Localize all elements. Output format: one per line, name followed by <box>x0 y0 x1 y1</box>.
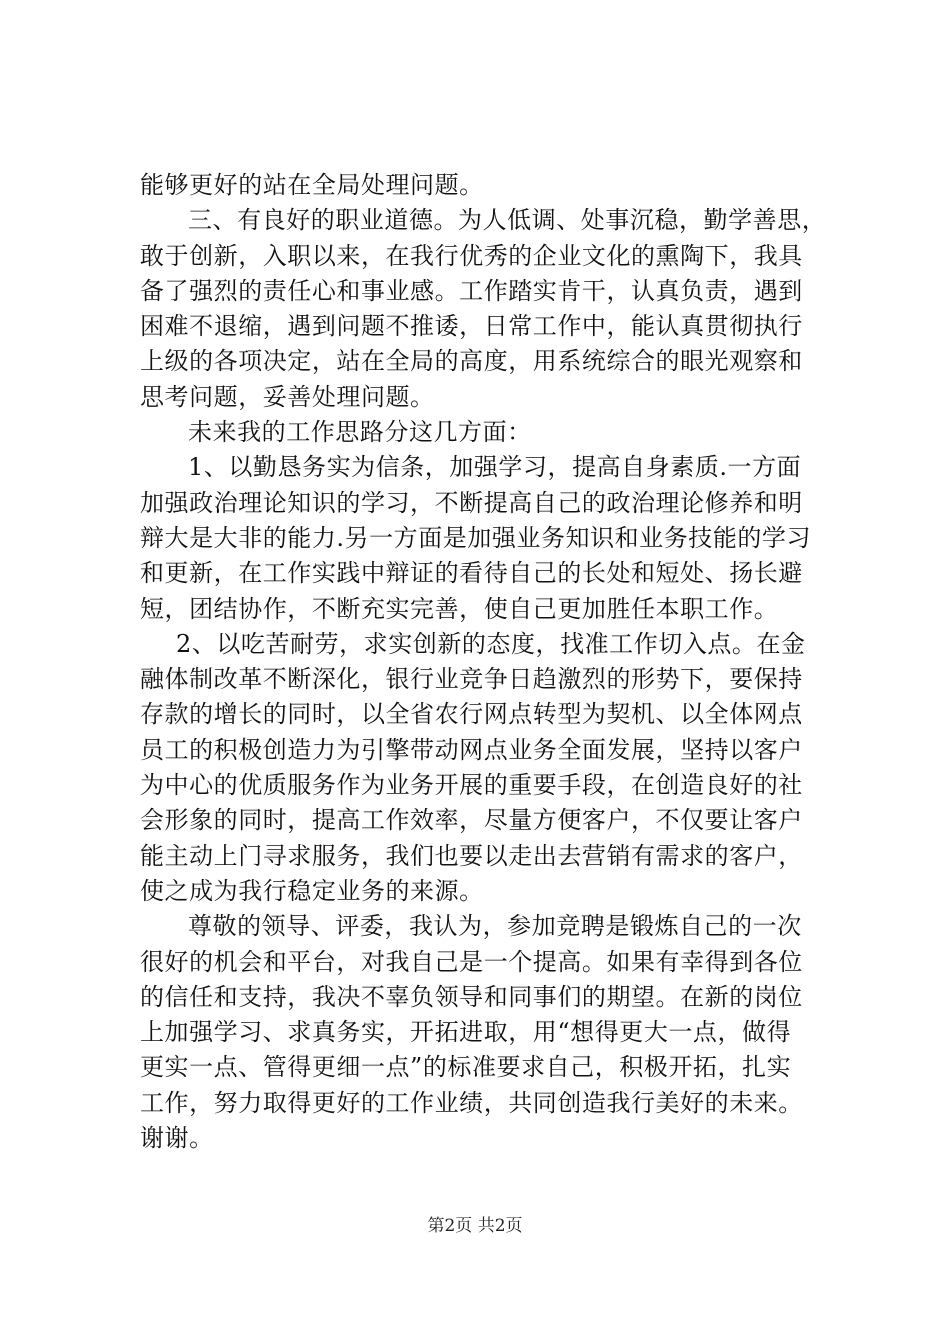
text-line: 三、有良好的职业道德。为人低调、处事沉稳，勤学善思， <box>188 206 827 235</box>
text-line: 短，团结协作，不断充实完善，使自己更加胜任本职工作。 <box>140 594 779 623</box>
page-number-label: 第2页 共2页 <box>427 1216 523 1236</box>
document-body <box>140 168 840 1156</box>
text-line: 更实一点、管得更细一点”的标准要求自己，积极开拓，扎实 <box>140 1053 792 1082</box>
text-line: 的信任和支持，我决不辜负领导和同事们的期望。在新的岗位 <box>140 982 803 1011</box>
text-line: 能主动上门寻求服务，我们也要以走出去营销有需求的客户， <box>140 841 803 870</box>
text-line: 辩大是大非的能力.另一方面是加强业务知识和业务技能的学习 <box>140 523 812 552</box>
text-line: 很好的机会和平台，对我自己是一个提高。如果有幸得到各位 <box>140 947 803 976</box>
text-line: 谢谢。 <box>140 1124 214 1153</box>
text-line: 备了强烈的责任心和事业感。工作踏实肯干，认真负责，遇到 <box>140 276 803 305</box>
text-line: 尊敬的领导、评委，我认为，参加竞聘是锻炼自己的一次 <box>188 912 802 941</box>
text-line: 2、以吃苦耐劳，求实创新的态度，找准工作切入点。在金 <box>176 629 806 658</box>
page-footer <box>0 1214 950 1238</box>
text-line: 上加强学习、求真务实，开拓进取，用“想得更大一点，做得 <box>140 1018 792 1047</box>
text-line: 思考问题，妥善处理问题。 <box>140 382 435 411</box>
text-line: 员工的积极创造力为引擎带动网点业务全面发展，坚持以客户 <box>140 735 803 764</box>
text-line: 使之成为我行稳定业务的来源。 <box>140 876 484 905</box>
text-line: 工作，努力取得更好的工作业绩，共同创造我行美好的未来。 <box>140 1088 803 1117</box>
text-line: 融体制改革不断深化，银行业竞争日趋激烈的形势下，要保持 <box>140 665 803 694</box>
text-line: 为中心的优质服务作为业务开展的重要手段，在创造良好的社 <box>140 771 803 800</box>
text-line: 敢于创新，入职以来，在我行优秀的企业文化的熏陶下，我具 <box>140 241 803 270</box>
text-line: 加强政治理论知识的学习，不断提高自己的政治理论修养和明 <box>140 488 803 517</box>
text-line: 困难不退缩，遇到问题不推诿，日常工作中，能认真贯彻执行 <box>140 312 803 341</box>
text-line: 和更新，在工作实践中辩证的看待自己的长处和短处、扬长避 <box>140 559 803 588</box>
text-line: 存款的增长的同时，以全省农行网点转型为契机、以全体网点 <box>140 700 803 729</box>
text-line: 1、以勤恳务实为信条，加强学习，提高自身素质.一方面 <box>188 453 802 482</box>
text-line: 会形象的同时，提高工作效率，尽量方便客户，不仅要让客户 <box>140 806 803 835</box>
text-line: 能够更好的站在全局处理问题。 <box>140 171 484 199</box>
text-line: 上级的各项决定，站在全局的高度，用系统综合的眼光观察和 <box>140 347 803 376</box>
text-line: 未来我的工作思路分这几方面： <box>188 418 532 447</box>
